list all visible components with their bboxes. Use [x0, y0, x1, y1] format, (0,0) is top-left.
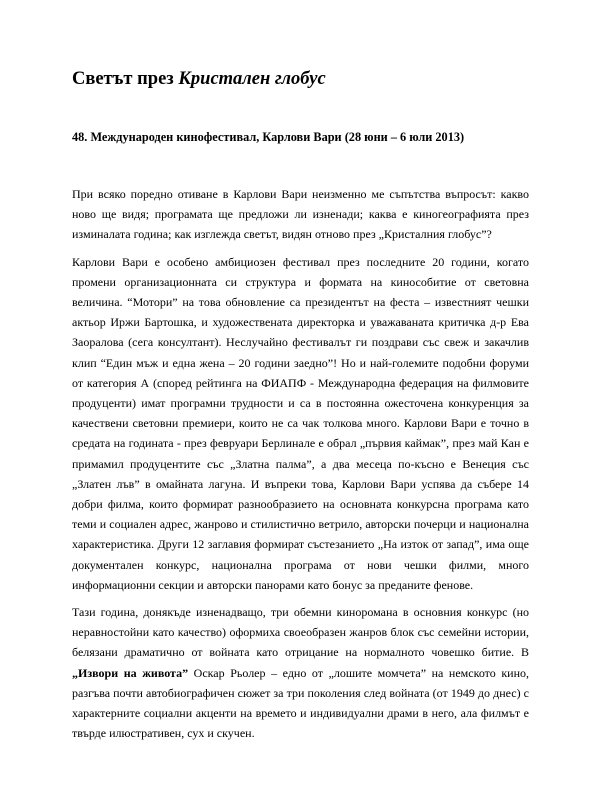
title-italic: Кристален глобус [178, 69, 326, 89]
paragraph-3 [72, 602, 529, 743]
film-title-bold: „Извори на живота” [72, 665, 189, 680]
paragraph-2: Карлови Вари е особено амбициозен фестивал през последните 20 години, когато промени организационната си структура и формата на кинособитие от световна величина. “Мотори” на това обновление са президентът на феста – известният чешки актьор Иржи Бартошка, и художествената директорка и уважаваната критичка д-р Ева Заоралова (сега консултант). Неслучайно фестивалът ги поздрави със свеж и закачлив клип “Един мъж и една жена – 20 години заедно”! Но и най-големите подобни форуми от категория А (според рейтинга на ФИАПФ - Международна федерация на филмовите продуценти) имат програмни трудности и са в постоянна ожесточена конкуренция за качествени световни премиери, които не са чак толкова много. Карлови Вари е точно в средата на годината - през февруари Берлинале е обрал „първия каймак”, през май Кан е примамил продуцентите със „Златна палма”, а два месеца по-късно е Венеция със „Златен лъв” в омайната лагуна. И въпреки това, Карлови Вари успява да събере 14 добри филма, които формират разнообразието на основната конкурсна програма като теми и социален адрес, жанрово и стилистично ветрило, авторски почерци и национална характеристика. Други 12 заглавия формират състезанието „На изток от запад”, има още документален конкурс, национална програма от нови чешки филми, много информационни секции и авторски панорами като бонус за преданите фенове. [72, 254, 529, 592]
title-prefix: Светът през [72, 69, 179, 89]
paragraph-1: При всяко поредно отиване в Карлови Вари неизменно ме съпътства въпросът: какво ново ще видя; програмата ще предложи ли изненади; каква е киногеографията през изминалата година; как изглежда светът, видян отново през „Кристалния глобус”? [72, 187, 529, 242]
paragraph-3-text-after: Оскар Рьолер – едно от „лошите момчета” на немското кино, разгъва почти автобиографичен сюжет за три поколения след войната (от 1949 до днес) с характерните социални акценти на времето и индивидуални драми в него, ала филмът е твърде илюстративен, сух и скучен. [72, 665, 529, 741]
paragraph-3-text-before: Тази година, донякъде изненадващо, три обемни кинoромана в основния конкурс (но неравностойни като качество) оформиха своеобразен жанров блок със семейни истории, белязани драматично от войната като отрицание на нормалното човешко битие. В [72, 605, 529, 660]
article-body [72, 184, 529, 750]
page-title [72, 68, 326, 90]
page-subtitle: 48. Международен кинофестивал, Карлови Вари (28 юни – 6 юли 2013) [72, 130, 465, 144]
